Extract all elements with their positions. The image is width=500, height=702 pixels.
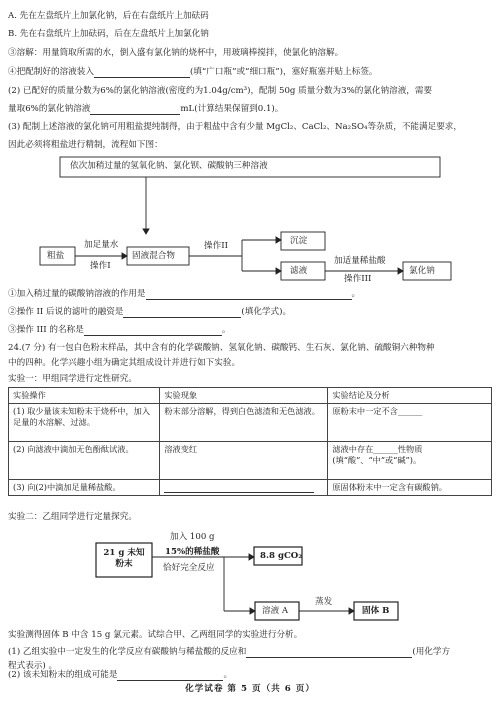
flow-op1: 操作I (90, 261, 111, 271)
table-header: 实验操作 (9, 388, 160, 404)
answer-blank-equation[interactable] (246, 648, 412, 658)
result-line: 实验测得固体 B 中含 15 g 氯元素。试综合甲、乙两组同学的实验进行分析。 (8, 630, 303, 640)
table-cell: 粉末部分溶解，得到白色滤渣和无色滤液。 (160, 404, 328, 442)
flow-filtrate: 滤液 (290, 266, 308, 276)
table-row (9, 404, 492, 442)
flow2-step1: 加入 100 g (170, 532, 215, 542)
flow2-step3: 恰好完全反应 (163, 563, 215, 573)
table-header-row (9, 388, 492, 404)
answer-blank-sub1[interactable] (146, 290, 352, 300)
question-3-line1: (3) 配制上述溶液的氯化钠可用粗盐提纯制得，由于粗盐中含有少量 MgCl₂、CaCl₂、Na₂SO₄等杂质，不能满足要求， (8, 122, 462, 132)
table-cell: (1) 取少量该未知粉末于烧杯中，加入足量的水溶解、过滤。 (9, 404, 160, 442)
flow2-step2: 15%的稀盐酸 (165, 547, 220, 557)
flow-add-water: 加足量水 (84, 240, 119, 250)
experiment-2-title: 实验二：乙组同学进行定量探究。 (8, 512, 137, 522)
sub-question-1-text: ①加入稍过量的碳酸钠溶液的作用是 (8, 289, 146, 299)
question-2-line1: (2) 已配好的质量分数为6%的氯化钠溶液(密度约为1.04g/cm³)，配制 50g 质量分数为3%的氯化钠溶液，需要 (8, 86, 433, 96)
option-b: B. 先在右盘纸片上加砝码，后在左盘纸片上加氯化钠 (8, 29, 209, 39)
flow2-co2: 8.8 gCO₂ (260, 551, 303, 561)
table-cell: 原固体粉末中一定含有碳酸钠。 (328, 480, 492, 496)
table-cell[interactable]: 滤液中存在______性物质(填“酸”、“中”或“碱”)。 (328, 442, 492, 480)
result-question-1-text: (1) 乙组实验中一定发生的化学反应有碳酸钠与稀盐酸的反应和 (8, 647, 247, 657)
question-2-unit: mL(计算结果保留到0.1)。 (180, 104, 284, 114)
flow-op2: 操作II (204, 241, 228, 251)
step-bottle-hint: (填“广口瓶”或“细口瓶”)，塞好瓶塞并贴上标签。 (189, 67, 378, 77)
question-2-text: 量取6%的氯化钠溶液 (8, 104, 91, 114)
flow-mixture: 固液混合物 (132, 251, 175, 261)
sub-question-3 (8, 325, 230, 336)
option-a: A. 先在左盘纸片上加氯化钠，后在右盘纸片上加砝码 (8, 11, 209, 21)
answer-blank-sub2[interactable] (123, 308, 241, 318)
step-dissolve: ③溶解：用量筒取所需的水，倒入盛有氯化钠的烧杯中，用玻璃棒搅拌，使氯化钠溶解。 (8, 48, 344, 58)
flow2-evaporate: 蒸发 (315, 597, 333, 607)
flow2-solid-b: 固体 B (362, 606, 390, 616)
table-row (9, 480, 492, 496)
question-24-line1: 24.(7 分) 有一包白色粉末样品，其中含有的化学碳酸钠、氢氧化钠、碳酸钙、生石灰、氯化钠、硫酸铜六种物种 (8, 343, 435, 353)
flow-op3: 操作III (344, 274, 372, 284)
sub-question-1-end: 。 (351, 289, 361, 299)
answer-blank-observation[interactable] (164, 483, 314, 493)
table-cell: (2) 向滤液中滴加无色酚酞试液。 (9, 442, 160, 480)
result-question-2-end: 。 (223, 670, 233, 680)
sub-question-2 (8, 307, 291, 318)
result-question-1-cont: 程式表示) 。 (8, 661, 58, 671)
table-row (9, 442, 492, 480)
sub-question-3-end: 。 (221, 325, 231, 335)
flow-top-box-label: 依次加稍过量的氢氧化钠、氯化钡、碳酸钠三种溶液 (70, 161, 268, 171)
question-24-line2: 中的四种。化学兴趣小组为确定其组成设计并进行如下实验。 (8, 358, 241, 368)
table-header: 实验现象 (160, 388, 328, 404)
result-question-2 (8, 670, 232, 681)
flow-product: 氯化钠 (409, 266, 435, 276)
sub-question-1 (8, 289, 360, 300)
experiment-table (8, 387, 492, 496)
flow2-sample: 21 g 未知粉末 (103, 548, 145, 569)
step-bottle-text: ④把配制好的溶液装入 (8, 67, 94, 77)
table-cell: 溶液变红 (160, 442, 328, 480)
table-header: 实验结论及分析 (328, 388, 492, 404)
flow-precipitate: 沉淀 (290, 236, 308, 246)
flow-crude-salt: 粗盐 (47, 251, 65, 261)
table-cell[interactable]: 原粉末中一定不含______ (328, 404, 492, 442)
table-cell-blank[interactable] (160, 480, 328, 496)
table-cell: (3) 向(2)中滴加足量稀盐酸。 (9, 480, 160, 496)
sub-question-3-text: ③操作 III 的名称是 (8, 325, 84, 335)
experiment-1-title: 实验一：甲组同学进行定性研究。 (8, 374, 137, 384)
result-question-1-hint: (用化学方 (412, 647, 451, 657)
sub-question-2-text: ②操作 II 后说的滤叶的融资是 (8, 307, 124, 317)
sub-question-2-end: (填化学式)。 (241, 307, 292, 317)
result-question-1 (8, 647, 450, 658)
result-question-2-text: (2) 该未知粉末的组成可能是 (8, 670, 118, 680)
flow-add-acid: 加适量稀盐酸 (334, 256, 386, 266)
question-3-line2: 因此必须将粗盐进行精制，流程如下图： (8, 140, 163, 150)
answer-blank-composition[interactable] (117, 671, 223, 681)
answer-blank-sub3[interactable] (84, 326, 222, 336)
page-footer: 化学试卷 第 5 页（共 6 页） (185, 684, 315, 694)
flow2-solution-a: 溶液 A (262, 606, 289, 616)
